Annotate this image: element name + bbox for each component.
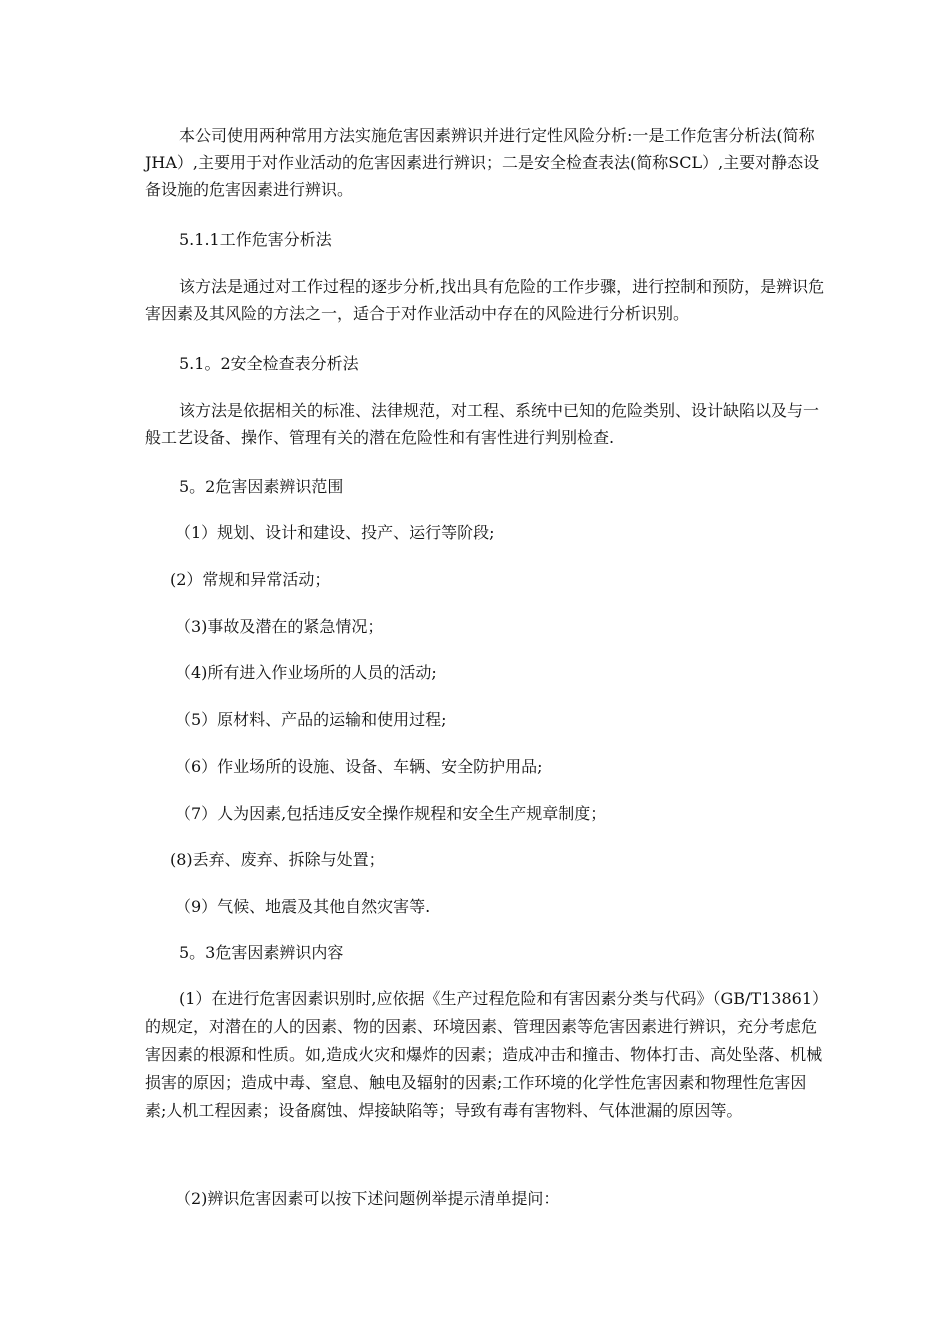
- scope-list-item: （4)所有进入作业场所的人员的活动;: [175, 663, 437, 682]
- section-heading-512: 5.1。2安全检查表分析法: [179, 354, 359, 373]
- identification-content-paragraph-2: （2)辨识危害因素可以按下述问题例举提示清单提问：: [175, 1189, 560, 1208]
- section-heading-511: 5.1.1工作危害分析法: [179, 230, 332, 249]
- scope-list-item: (8)丢弃、废弃、拆除与处置；: [170, 850, 385, 869]
- scope-list-item: (2）常规和异常活动；: [170, 570, 331, 589]
- scope-list-item: （6）作业场所的设施、设备、车辆、安全防护用品;: [175, 757, 543, 776]
- scope-list-item: （7）人为因素,包括违反安全操作规程和安全生产规章制度；: [175, 804, 607, 823]
- section-heading-53: 5。3危害因素辨识内容: [179, 943, 344, 962]
- scl-description-paragraph: 该方法是依据相关的标准、法律规范，对工程、系统中已知的危险类别、设计缺陷以及与一般工艺设备、操作、管理有关的潜在危险性和有害性进行判别检查.: [145, 401, 820, 447]
- scope-list-item: （1）规划、设计和建设、投产、运行等阶段;: [175, 523, 495, 542]
- identification-content-paragraph-1: (1）在进行危害因素识别时,应依据《生产过程危险和有害因素分类与代码》（GB/T13861）的规定，对潜在的人的因素、物的因素、环境因素、管理因素等危害因素进行辨识，充分考虑危害因素的根源和性质。如,造成火灾和爆炸的因素；造成冲击和撞击、物体打击、高处坠落、机械损害的原因；造成中毒、窒息、触电及辐射的因素;工作环境的化学性危害因素和物理性危害因素;人机工程因素；设备腐蚀、焊接缺陷等；导致有毒有害物料、气体泄漏的原因等。: [145, 989, 823, 1120]
- section-heading-52: 5。2危害因素辨识范围: [179, 477, 344, 496]
- scope-list-item: （3)事故及潜在的紧急情况；: [175, 617, 384, 636]
- scope-list-item: （5）原材料、产品的运输和使用过程;: [175, 710, 447, 729]
- intro-paragraph: 本公司使用两种常用方法实施危害因素辨识并进行定性风险分析:一是工作危害分析法(简称JHA）,主要用于对作业活动的危害因素进行辨识；二是安全检查表法(简称SCL）,主要对静态设备设施的危害因素进行辨识。: [145, 126, 820, 199]
- jha-description-paragraph: 该方法是通过对工作过程的逐步分析,找出具有危险的工作步骤，进行控制和预防，是辨识危害因素及其风险的方法之一，适合于对作业活动中存在的风险进行分析识别。: [145, 277, 825, 323]
- scope-list-item: （9）气候、地震及其他自然灾害等.: [175, 897, 431, 916]
